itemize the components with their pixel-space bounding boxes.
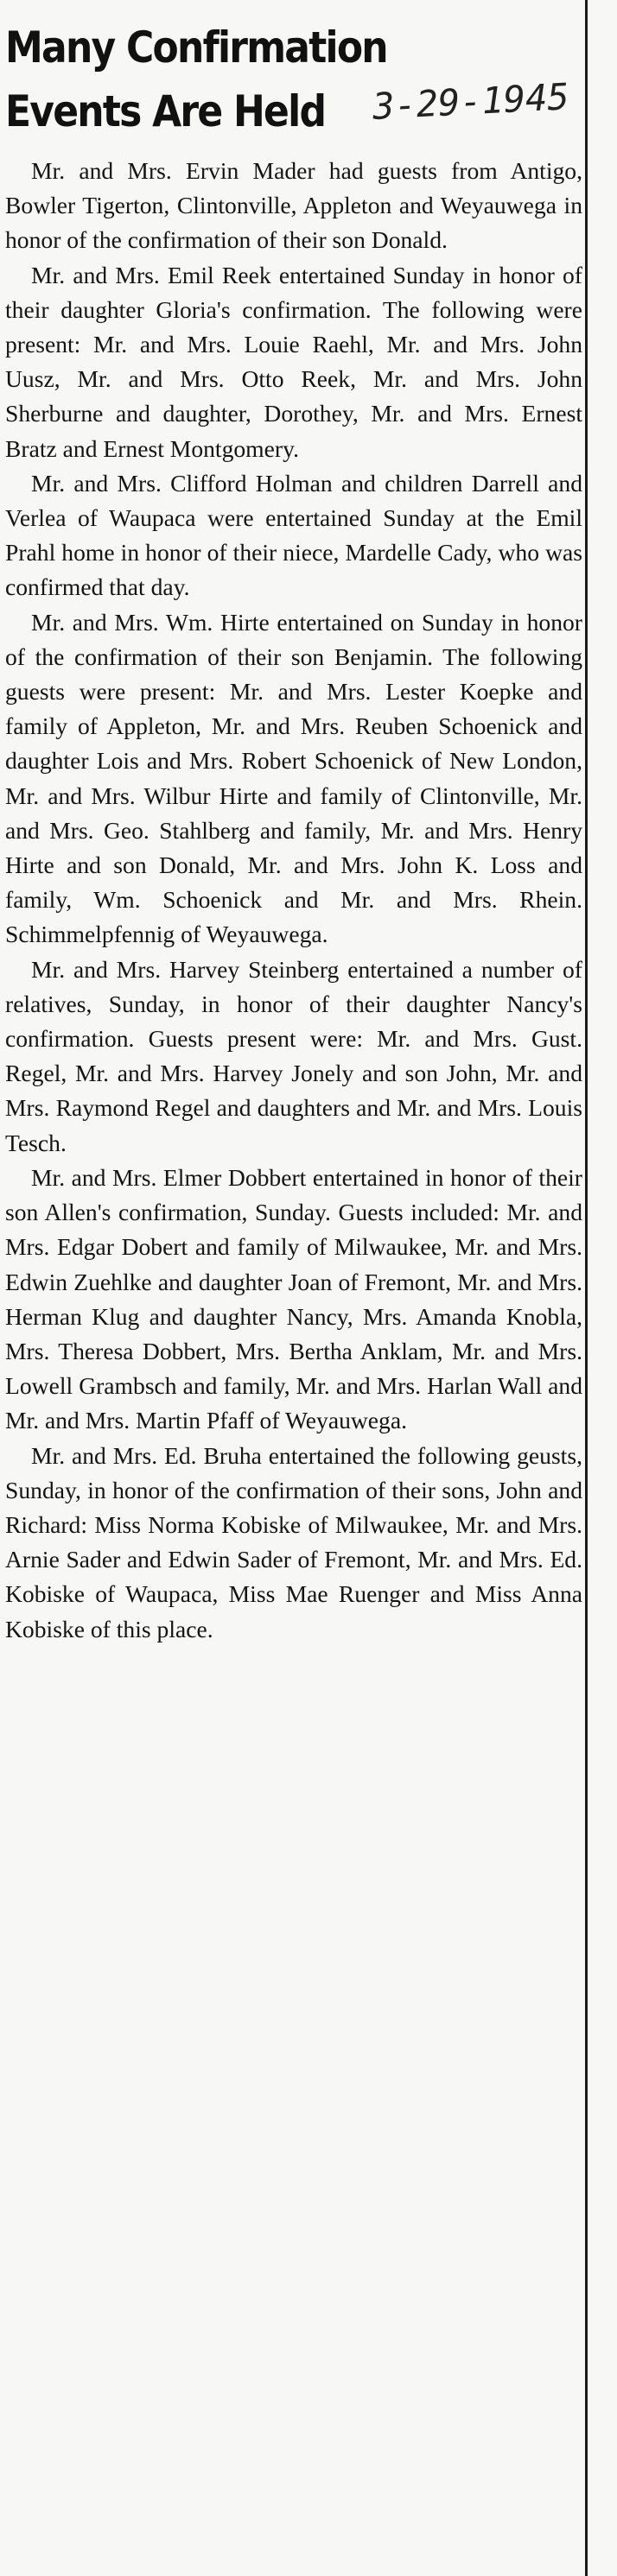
paragraph-dobbert: Mr. and Mrs. Elmer Dobbert entertained in honor of their son Allen's confirmation, Sunday. Guests included: Mr. and Mrs. Edgar Dobert and family of Milwaukee, Mr. and Mrs. Edwin Zuehlke and daughter Joan of Fremont, Mr. and Mrs. Herman Klug and daughter Nancy, Mrs. Amanda Knobla, Mrs. Theresa Dobbert, Mrs. Bertha Anklam, Mr. and Mrs. Lowell Grambsch and family, Mr. and Mrs. Harlan Wall and Mr. and Mrs. Martin Pfaff of Weyauwega. [5,1163,582,1434]
paragraph-reek: Mr. and Mrs. Emil Reek entertained Sunday in honor of their daughter Gloria's confirmation. The following were present: Mr. and Mrs. Louie Raehl, Mr. and Mrs. John Uusz, Mr. and Mrs. Otto Reek, Mr. and Mrs. John Sherburne and daughter, Dorothey, Mr. and Mrs. Ernest Bratz and Ernest Montgomery. [5,261,582,462]
paragraph-steinberg: Mr. and Mrs. Harvey Steinberg entertained a number of relatives, Sunday, in honor of their daughter Nancy's confirmation. Guests present were: Mr. and Mrs. Gust. Regel, Mr. and Mrs. Harvey Jonely and son John, Mr. and Mrs. Raymond Regel and daughters and Mr. and Mrs. Louis Tesch. [5,955,582,1156]
headline [5,16,431,143]
handwritten-date: 3-29-1945 [371,75,570,128]
paragraph-mader: Mr. and Mrs. Ervin Mader had guests from Antigo, Bowler Tigerton, Clintonville, Appleton and Weyauwega in honor of the confirmation of their son Donald. [5,157,582,254]
headline-line-2: Events Are Held [5,86,326,136]
paragraph-holman: Mr. and Mrs. Clifford Holman and children Darrell and Verlea of Waupaca were entertained Sunday at the Emil Prahl home in honor of their niece, Mardelle Cady, who was confirmed that day. [5,469,582,601]
paragraph-bruha: Mr. and Mrs. Ed. Bruha entertained the following geusts, Sunday, in honor of the confirmation of their sons, John and Richard: Miss Norma Kobiske of Milwaukee, Mr. and Mrs. Arnie Sader and Edwin Sader of Fremont, Mr. and Mrs. Ed. Kobiske of Waupaca, Miss Mae Ruenger and Miss Anna Kobiske of this place. [5,1441,582,1642]
paragraph-hirte: Mr. and Mrs. Wm. Hirte entertained on Sunday in honor of the confirmation of their son Benjamin. The following guests were present: Mr. and Mrs. Lester Koepke and family of Appleton, Mr. and Mrs. Reuben Schoenick and daughter Lois and Mrs. Robert Schoenick of New London, Mr. and Mrs. Wilbur Hirte and family of Clintonville, Mr. and Mrs. Geo. Stahlberg and family, Mr. and Mrs. Henry Hirte and son Donald, Mr. and Mrs. John K. Loss and family, Wm. Schoenick and Mr. and Mrs. Rhein. Schimmelpfennig of Weyauwega. [5,608,582,948]
headline-line-1: Many Confirmation [5,22,387,73]
column-rule [585,0,588,2576]
article-body [5,154,582,1647]
